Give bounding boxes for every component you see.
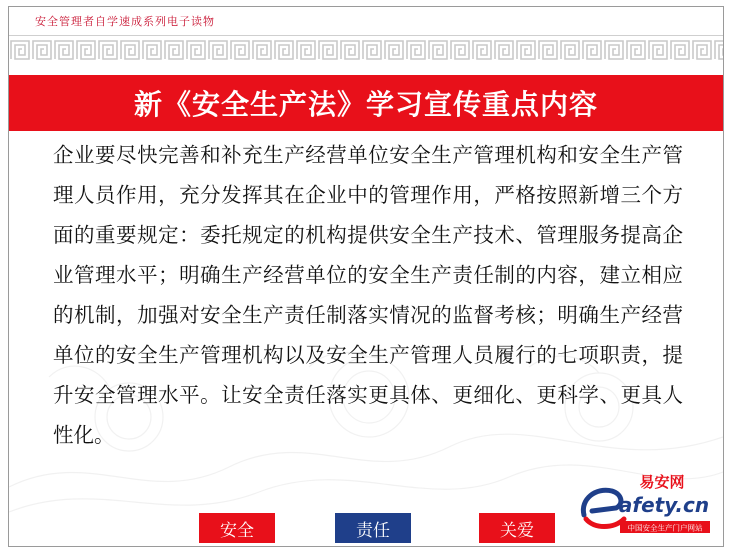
slide-title: 新《安全生产法》学习宣传重点内容 xyxy=(133,88,598,121)
tag-care: 关爱 xyxy=(479,513,555,543)
logo-domain: afety.cn xyxy=(618,493,710,517)
series-title: 安全管理者自学速成系列电子读物 xyxy=(35,15,215,28)
yianwang-logo xyxy=(574,471,712,541)
logo-brand: 易安网 xyxy=(639,473,685,491)
fret-pattern-border xyxy=(9,39,723,61)
logo-slogan: 中国安全生产门户网站 xyxy=(627,523,703,533)
title-banner xyxy=(9,75,723,131)
header-divider xyxy=(9,35,723,36)
slide xyxy=(8,6,724,547)
body-paragraph: 企业要尽快完善和补充生产经营单位安全生产管理机构和安全生产管理人员作用，充分发挥其在企业中的管理作用，严格按照新增三个方面的重要规定：委托规定的机构提供安全生产技术、管理服务提高企业管理水平；明确生产经营单位的安全生产责任制的内容，建立相应的机制，加强对安全生产责任制落实情况的监督考核；明确生产经营单位的安全生产管理机构以及安全生产管理人员履行的七项职责，提升安全管理水平。让安全责任落实更具体、更细化、更科学、更具人性化。 xyxy=(53,143,683,447)
tag-safety: 安全 xyxy=(199,513,275,543)
tag-responsibility: 责任 xyxy=(335,513,411,543)
